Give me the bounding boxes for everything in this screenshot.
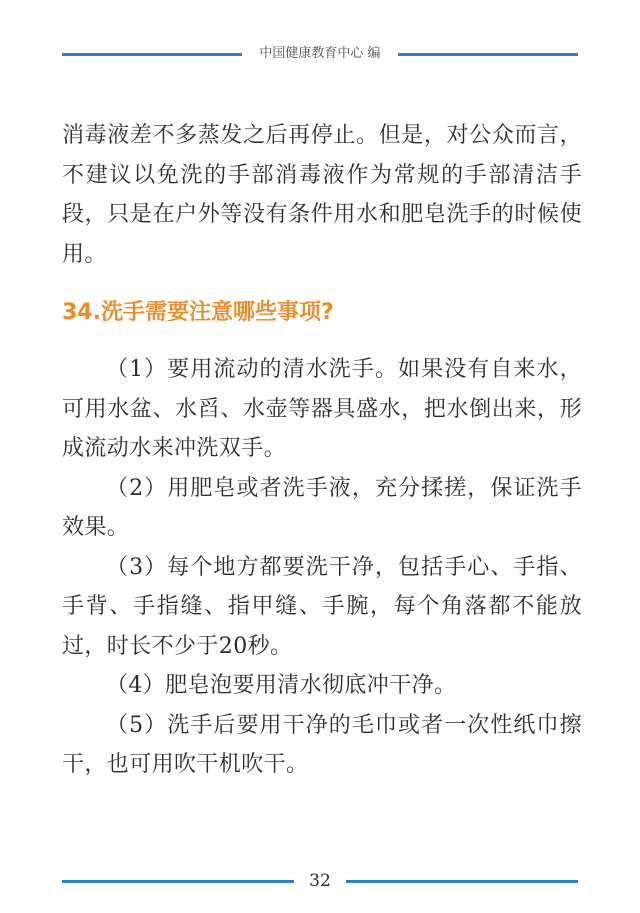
page-footer bbox=[62, 870, 578, 892]
page-number: 32 bbox=[309, 871, 331, 891]
list-item: （5）洗手后要用干净的毛巾或者一次性纸巾擦干，也可用吹干机吹干。 bbox=[62, 712, 582, 777]
list-item: （4）肥皂泡要用清水彻底冲干净。 bbox=[106, 673, 457, 698]
page-content bbox=[62, 116, 582, 785]
header-rule-right bbox=[398, 53, 578, 56]
list-item: （1）要用流动的清水洗手。如果没有自来水，可用水盆、水舀、水壶等器具盛水，把水倒出来，形成流动水来冲洗双手。 bbox=[62, 357, 582, 461]
list-item: （2）用肥皂或者洗手液，充分揉搓，保证洗手效果。 bbox=[62, 475, 582, 540]
section-title: 34.洗手需要注意哪些事项? bbox=[62, 300, 334, 325]
page-header bbox=[62, 43, 578, 65]
footer-rule-right bbox=[346, 880, 578, 883]
intro-paragraph: 消毒液差不多蒸发之后再停止。但是，对公众而言，不建议以免洗的手部消毒液作为常规的手部清洁手段，只是在户外等没有条件用水和肥皂洗手的时候使用。 bbox=[62, 123, 582, 267]
header-title: 中国健康教育中心 编 bbox=[259, 46, 381, 61]
list-item: （3）每个地方都要洗干净，包括手心、手指、手背、手指缝、指甲缝、手腕，每个角落都不能放过，时长不少于20秒。 bbox=[62, 554, 582, 659]
